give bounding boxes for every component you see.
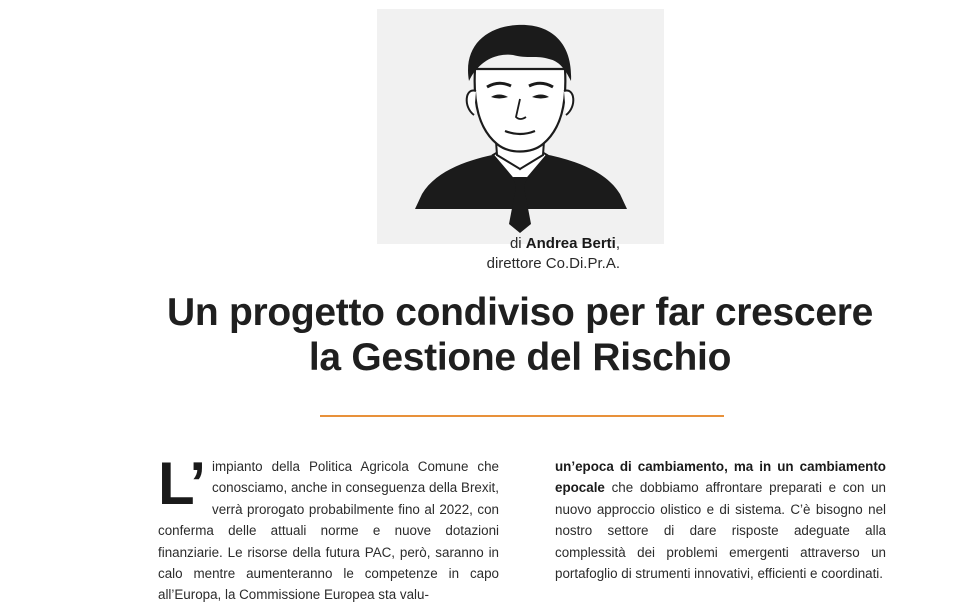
left-column-text: impianto della Politica Agricola Comune che conosciamo, anche in conseguenza della Brexit, verrà prorogato probabilmente fino al 2022, con conferma delle attuali norme e nuove dotazioni finanziarie. Le risorse della futura PAC, però, saranno in calo mentre aumenteranno le competenze in capo all’Europa, la Commissione Europea sta valu- [158, 459, 499, 603]
byline-suffix: , [615, 235, 620, 252]
author-portrait [377, 9, 664, 244]
article-title [120, 290, 920, 380]
title-line-1: Un progetto condiviso per far crescere [167, 291, 873, 334]
drop-cap: L’ [158, 450, 205, 517]
right-column-text: che dobbiamo affrontare preparati e con un nuovo approccio olistico e di sistema. C’è bisogno nel nostro settore di dare risposte adeguate alla complessità dei problemi emergenti attraverso un portafoglio di strumenti innovativi, efficienti e coordinati. [555, 480, 886, 582]
article-column-left [158, 450, 499, 606]
article-column-right [555, 456, 886, 584]
author-name: Andrea Berti [525, 235, 616, 252]
right-column-bold-lead: un’epoca di cambiamento, ma in un cambiamento epocale [555, 459, 886, 496]
author-byline [400, 234, 620, 274]
author-portrait-illustration [377, 9, 664, 244]
title-divider [320, 415, 724, 417]
byline-author-line [400, 234, 620, 254]
author-role: direttore Co.Di.Pr.A. [486, 255, 620, 272]
title-line-2: la Gestione del Rischio [308, 336, 732, 379]
byline-prefix: di [509, 235, 522, 252]
